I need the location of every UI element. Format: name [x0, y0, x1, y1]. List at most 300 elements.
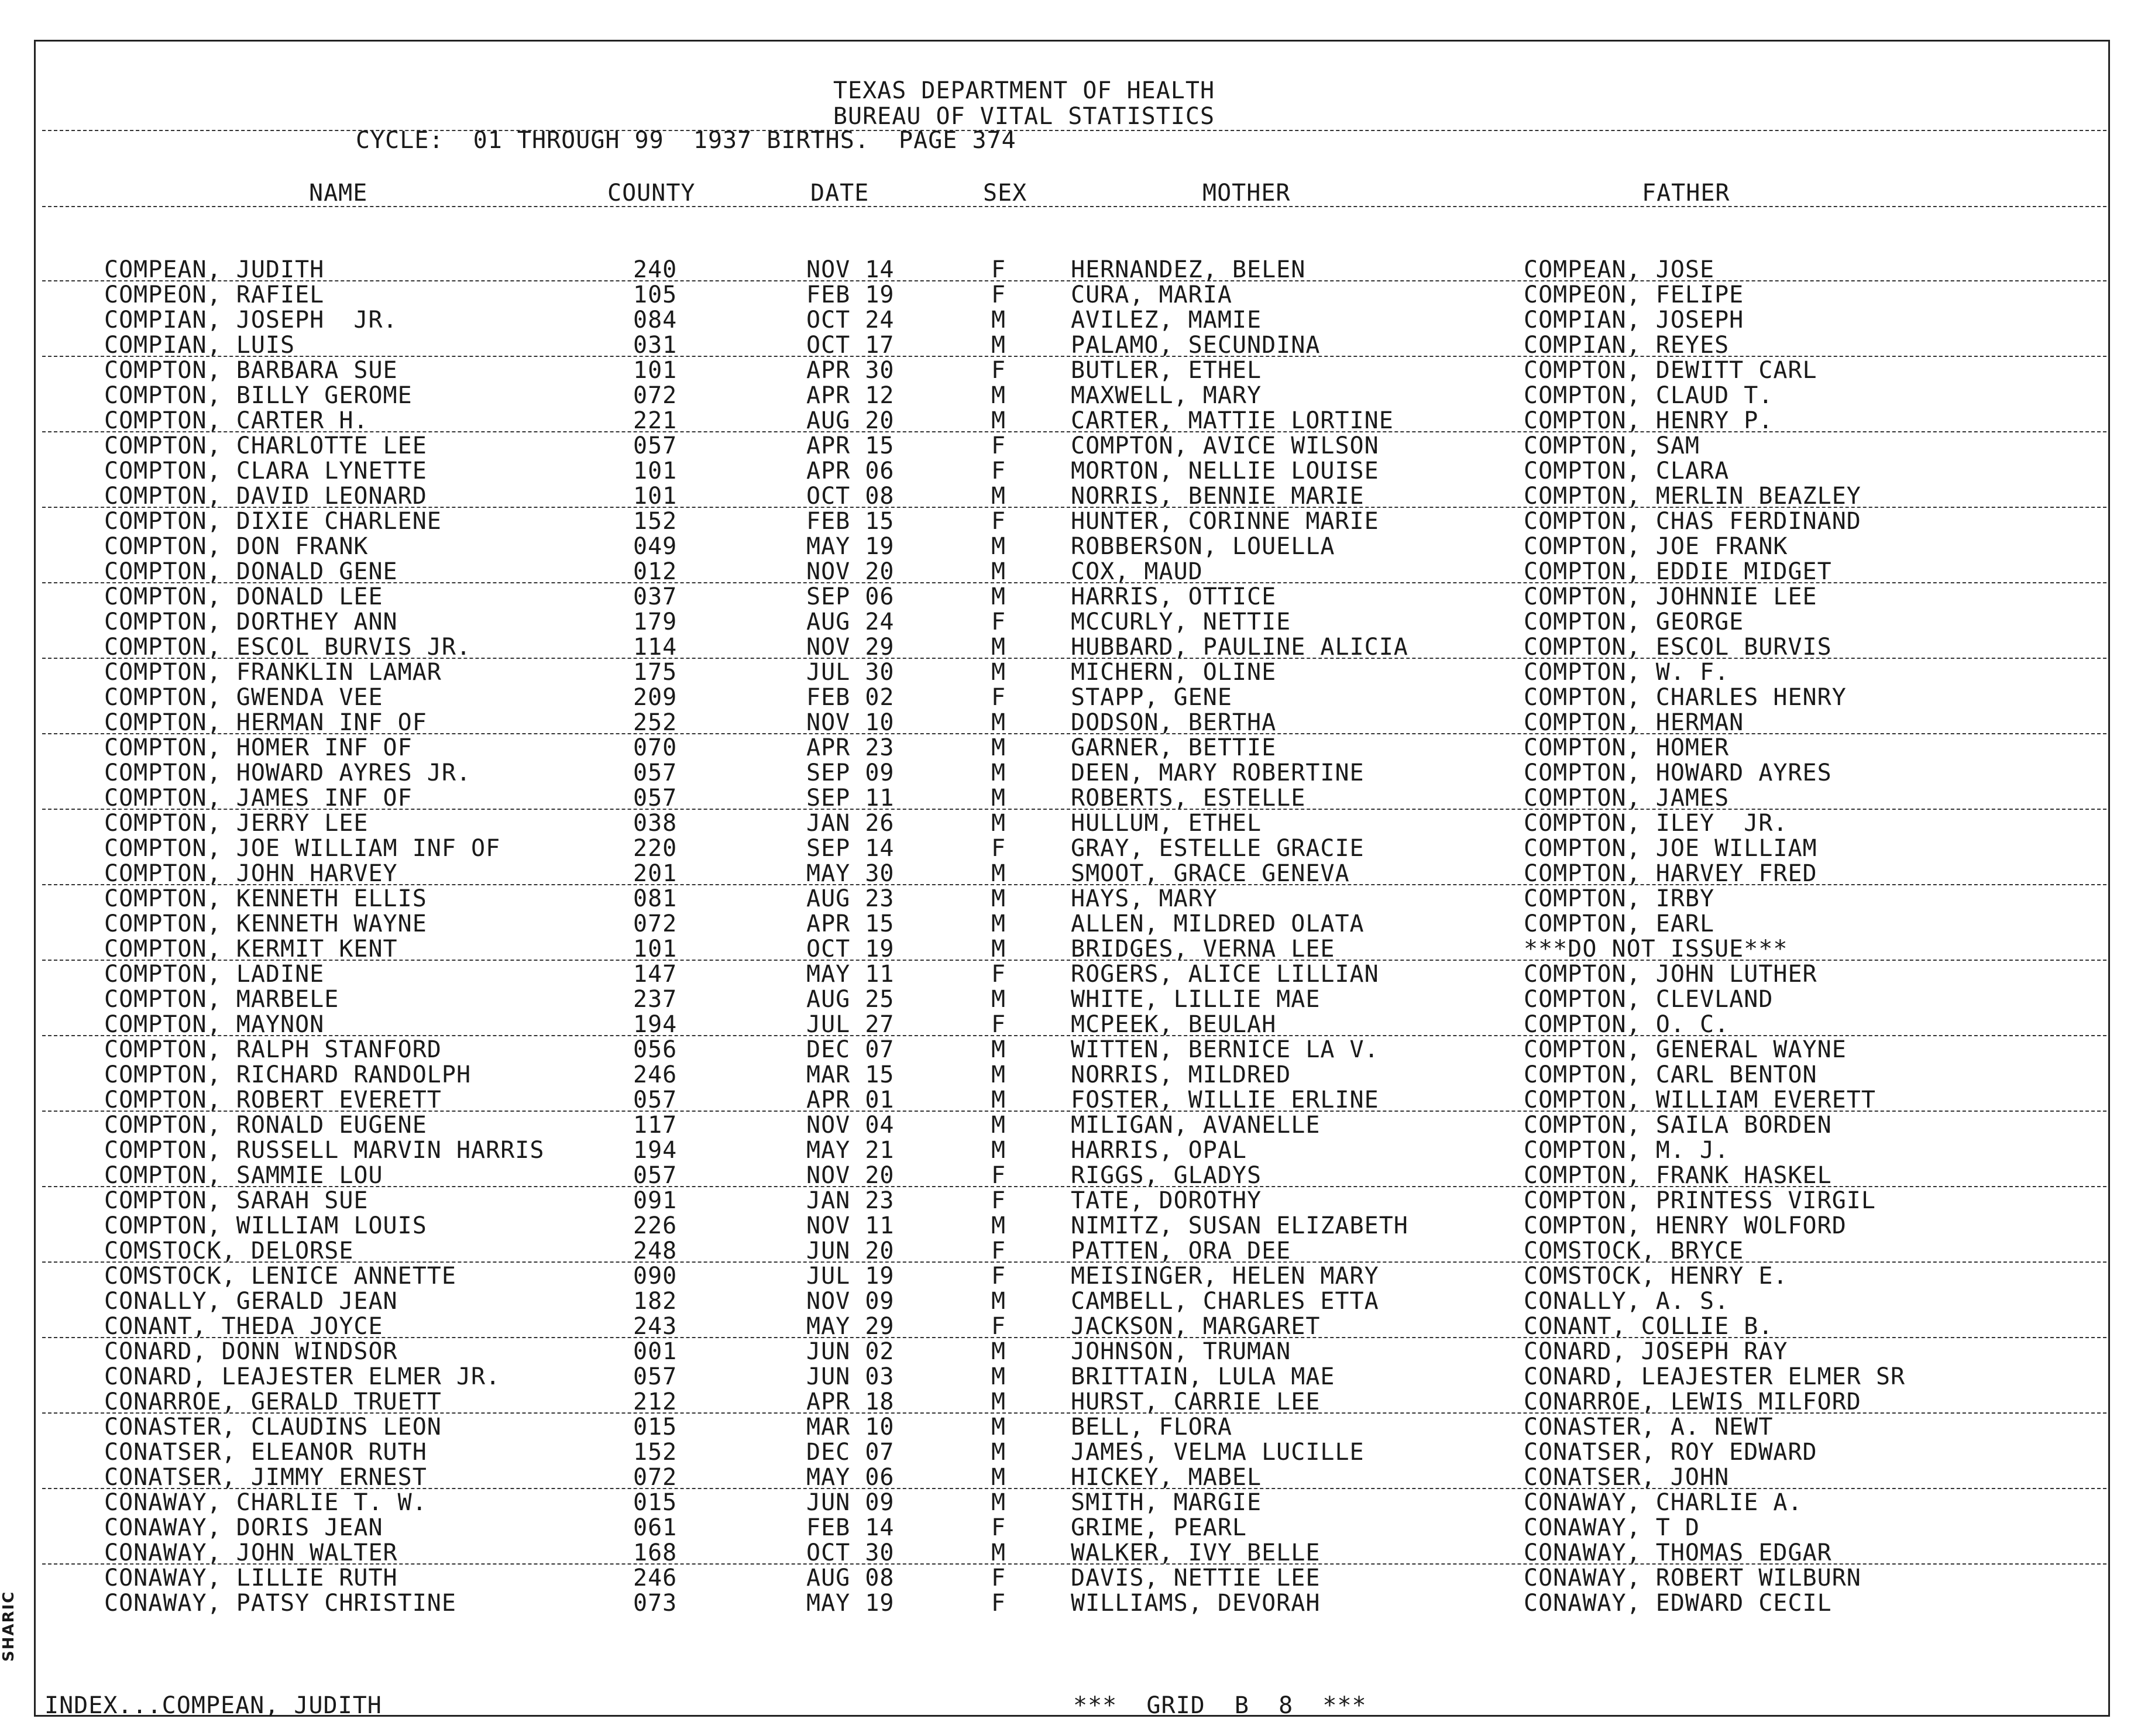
table-row — [0, 962, 2141, 987]
cell-mother: HUBBARD, PAULINE ALICIA — [1071, 634, 1408, 661]
cell-name: COMPEON, RAFIEL — [104, 281, 325, 308]
cell-father: COMPTON, W. F. — [1524, 659, 1730, 686]
table-row — [0, 1239, 2141, 1264]
cell-mother: BELL, FLORA — [1071, 1414, 1232, 1441]
cell-mother: CAMBELL, CHARLES ETTA — [1071, 1288, 1379, 1315]
cell-date: OCT 24 — [806, 307, 895, 334]
cell-name: COMPTON, JERRY LEE — [104, 810, 369, 837]
cell-name: COMPTON, BARBARA SUE — [104, 357, 398, 384]
table-row — [0, 1440, 2141, 1465]
cell-mother: HURST, CARRIE LEE — [1071, 1388, 1321, 1415]
cell-county: 252 — [633, 709, 678, 736]
cell-name: COMPTON, LADINE — [104, 961, 325, 988]
cell-name: COMPTON, RICHARD RANDOLPH — [104, 1061, 472, 1088]
cell-sex: M — [991, 1288, 1006, 1315]
cell-name: CONALLY, GERALD JEAN — [104, 1288, 398, 1315]
cell-county: 147 — [633, 961, 678, 988]
cell-name: COMPTON, ROBERT EVERETT — [104, 1087, 442, 1113]
cell-date: JUL 19 — [806, 1263, 895, 1290]
cell-father: COMPEON, FELIPE — [1524, 281, 1744, 308]
cell-sex: M — [991, 483, 1006, 510]
cell-name: COMSTOCK, DELORSE — [104, 1237, 354, 1264]
cell-sex: M — [991, 1338, 1006, 1365]
cell-sex: F — [991, 1011, 1006, 1038]
cell-name: COMPEAN, JUDITH — [104, 256, 325, 283]
cell-date: APR 18 — [806, 1388, 895, 1415]
cell-sex: M — [991, 1439, 1006, 1466]
cell-name: COMPTON, KENNETH WAYNE — [104, 910, 427, 937]
cell-mother: HICKEY, MABEL — [1071, 1464, 1262, 1491]
table-row — [0, 408, 2141, 434]
cell-mother: NIMITZ, SUSAN ELIZABETH — [1071, 1212, 1408, 1239]
cell-date: SEP 11 — [806, 785, 895, 812]
table-row — [0, 1591, 2141, 1616]
cell-mother: DODSON, BERTHA — [1071, 709, 1277, 736]
cell-date: SEP 09 — [806, 759, 895, 786]
cell-mother: JOHNSON, TRUMAN — [1071, 1338, 1291, 1365]
cell-county: 194 — [633, 1137, 678, 1164]
cell-county: 101 — [633, 936, 678, 962]
cell-father: COMPTON, EARL — [1524, 910, 1715, 937]
cell-name: COMPTON, DON FRANK — [104, 533, 369, 560]
cell-sex: M — [991, 1464, 1006, 1491]
cell-father: COMPTON, CLARA — [1524, 458, 1730, 484]
cell-county: 057 — [633, 1363, 678, 1390]
table-row — [0, 735, 2141, 761]
cell-father: COMPTON, CLEVLAND — [1524, 986, 1774, 1013]
cell-date: JUN 20 — [806, 1237, 895, 1264]
cell-mother: ROBBERSON, LOUELLA — [1071, 533, 1335, 560]
cell-mother: HULLUM, ETHEL — [1071, 810, 1262, 837]
cell-mother: WILLIAMS, DEVORAH — [1071, 1590, 1321, 1617]
cell-date: NOV 04 — [806, 1112, 895, 1139]
cell-sex: M — [991, 986, 1006, 1013]
cell-name: COMPTON, KENNETH ELLIS — [104, 885, 427, 912]
cell-father: COMPTON, CARL BENTON — [1524, 1061, 1817, 1088]
cell-name: COMPTON, DONALD LEE — [104, 583, 383, 610]
cell-sex: M — [991, 1061, 1006, 1088]
footer-index: INDEX...COMPEAN, JUDITH — [44, 1692, 382, 1719]
cell-date: OCT 19 — [806, 936, 895, 962]
cell-father: CONATSER, ROY EDWARD — [1524, 1439, 1817, 1466]
cell-date: DEC 07 — [806, 1036, 895, 1063]
table-row — [0, 1364, 2141, 1390]
cell-father: COMPTON, ESCOL BURVIS — [1524, 634, 1832, 661]
cell-sex: M — [991, 634, 1006, 661]
cell-date: APR 06 — [806, 458, 895, 484]
cell-name: COMPTON, CARTER H. — [104, 407, 369, 434]
cell-sex: M — [991, 382, 1006, 409]
cell-name: COMPTON, HOMER INF OF — [104, 734, 413, 761]
cell-mother: COMPTON, AVICE WILSON — [1071, 432, 1379, 459]
cell-name: COMPTON, SAMMIE LOU — [104, 1162, 383, 1189]
cell-county: 246 — [633, 1565, 678, 1591]
cell-sex: M — [991, 785, 1006, 812]
cell-name: COMPTON, RALPH STANFORD — [104, 1036, 442, 1063]
column-header-sex: SEX — [983, 180, 1027, 207]
cell-date: MAR 15 — [806, 1061, 895, 1088]
table-row — [0, 1264, 2141, 1289]
cell-county: 117 — [633, 1112, 678, 1139]
cell-county: 038 — [633, 810, 678, 837]
cell-mother: HUNTER, CORINNE MARIE — [1071, 508, 1379, 535]
cell-name: CONAWAY, DORIS JEAN — [104, 1514, 383, 1541]
cell-name: COMPIAN, JOSEPH JR. — [104, 307, 398, 334]
table-row — [0, 1214, 2141, 1239]
cell-county: 194 — [633, 1011, 678, 1038]
cell-sex: M — [991, 1137, 1006, 1164]
cell-county: 057 — [633, 785, 678, 812]
cell-father: COMPTON, DEWITT CARL — [1524, 357, 1817, 384]
cell-date: NOV 20 — [806, 1162, 895, 1189]
table-row — [0, 509, 2141, 534]
column-header-mother: MOTHER — [1202, 180, 1291, 207]
cell-father: COMPTON, O. C. — [1524, 1011, 1730, 1038]
table-row — [0, 761, 2141, 786]
table-row — [0, 308, 2141, 333]
cell-county: 073 — [633, 1590, 678, 1617]
cell-name: CONAWAY, JOHN WALTER — [104, 1539, 398, 1566]
cell-name: COMPTON, HOWARD AYRES JR. — [104, 759, 472, 786]
cell-date: SEP 06 — [806, 583, 895, 610]
cell-date: JUL 30 — [806, 659, 895, 686]
cell-county: 057 — [633, 432, 678, 459]
table-row — [0, 283, 2141, 308]
cell-name: COMPTON, MARBELE — [104, 986, 339, 1013]
cell-date: JUN 03 — [806, 1363, 895, 1390]
cell-date: FEB 19 — [806, 281, 895, 308]
column-header-divider — [42, 206, 2106, 207]
cell-father: CONATSER, JOHN — [1524, 1464, 1730, 1491]
cell-father: CONARD, JOSEPH RAY — [1524, 1338, 1788, 1365]
cell-name: COMPTON, MAYNON — [104, 1011, 325, 1038]
cell-father: CONANT, COLLIE B. — [1524, 1313, 1774, 1340]
cell-sex: M — [991, 910, 1006, 937]
cell-mother: COX, MAUD — [1071, 558, 1203, 585]
cell-date: FEB 02 — [806, 684, 895, 711]
cell-name: COMPTON, DORTHEY ANN — [104, 609, 398, 635]
cell-county: 152 — [633, 508, 678, 535]
table-row — [0, 333, 2141, 358]
cell-mother: JACKSON, MARGARET — [1071, 1313, 1321, 1340]
cell-father: COMPTON, IRBY — [1524, 885, 1715, 912]
table-row — [0, 1390, 2141, 1415]
cell-county: 101 — [633, 357, 678, 384]
cell-father: COMPTON, GEORGE — [1524, 609, 1744, 635]
cell-sex: M — [991, 307, 1006, 334]
table-row — [0, 811, 2141, 836]
cell-mother: CARTER, MATTIE LORTINE — [1071, 407, 1394, 434]
cell-date: NOV 14 — [806, 256, 895, 283]
cell-father: COMPTON, JOHNNIE LEE — [1524, 583, 1817, 610]
column-header-date: DATE — [810, 180, 870, 207]
cell-county: 015 — [633, 1489, 678, 1516]
cell-name: CONATSER, ELEANOR RUTH — [104, 1439, 427, 1466]
cell-county: 175 — [633, 659, 678, 686]
cell-mother: DAVIS, NETTIE LEE — [1071, 1565, 1321, 1591]
cell-father: COMPTON, HARVEY FRED — [1524, 860, 1817, 887]
cell-county: 049 — [633, 533, 678, 560]
cell-sex: M — [991, 1388, 1006, 1415]
cell-mother: JAMES, VELMA LUCILLE — [1071, 1439, 1365, 1466]
cell-father: COMPTON, HERMAN — [1524, 709, 1744, 736]
cell-county: 061 — [633, 1514, 678, 1541]
table-row — [0, 1163, 2141, 1188]
cell-mother: MORTON, NELLIE LOUISE — [1071, 458, 1379, 484]
table-row — [0, 534, 2141, 559]
table-row — [0, 1012, 2141, 1037]
cell-father: CONAWAY, THOMAS EDGAR — [1524, 1539, 1832, 1566]
cell-sex: M — [991, 1112, 1006, 1139]
cell-sex: M — [991, 1363, 1006, 1390]
cell-sex: F — [991, 1263, 1006, 1290]
table-row — [0, 987, 2141, 1012]
cell-county: 081 — [633, 885, 678, 912]
cell-date: APR 12 — [806, 382, 895, 409]
cell-father: COMPIAN, JOSEPH — [1524, 307, 1744, 334]
cell-father: COMPTON, HENRY P. — [1524, 407, 1774, 434]
table-row — [0, 484, 2141, 509]
cell-date: NOV 29 — [806, 634, 895, 661]
cell-date: OCT 17 — [806, 332, 895, 359]
cell-date: NOV 20 — [806, 558, 895, 585]
table-row — [0, 434, 2141, 459]
cell-sex: M — [991, 810, 1006, 837]
column-header-name: NAME — [309, 180, 368, 207]
table-row — [0, 358, 2141, 383]
cell-county: 091 — [633, 1187, 678, 1214]
table-row — [0, 886, 2141, 912]
cell-sex: F — [991, 961, 1006, 988]
cell-date: FEB 15 — [806, 508, 895, 535]
cell-date: APR 15 — [806, 432, 895, 459]
cell-mother: BRITTAIN, LULA MAE — [1071, 1363, 1335, 1390]
cell-sex: F — [991, 1313, 1006, 1340]
cell-sex: M — [991, 332, 1006, 359]
table-row — [0, 836, 2141, 861]
cell-name: COMPTON, CLARA LYNETTE — [104, 458, 427, 484]
cell-sex: F — [991, 1565, 1006, 1591]
cell-sex: F — [991, 835, 1006, 862]
cell-date: JUN 09 — [806, 1489, 895, 1516]
cell-county: 248 — [633, 1237, 678, 1264]
agency-title: TEXAS DEPARTMENT OF HEALTH — [833, 77, 1215, 104]
table-row — [0, 559, 2141, 585]
cell-mother: WALKER, IVY BELLE — [1071, 1539, 1321, 1566]
cell-name: COMPTON, RONALD EUGENE — [104, 1112, 427, 1139]
cell-father: COMPTON, GENERAL WAYNE — [1524, 1036, 1847, 1063]
cell-sex: F — [991, 432, 1006, 459]
cell-date: APR 15 — [806, 910, 895, 937]
cell-county: 168 — [633, 1539, 678, 1566]
cell-date: OCT 08 — [806, 483, 895, 510]
cell-sex: F — [991, 256, 1006, 283]
cell-sex: F — [991, 458, 1006, 484]
cell-sex: F — [991, 609, 1006, 635]
cell-county: 152 — [633, 1439, 678, 1466]
cell-date: FEB 14 — [806, 1514, 895, 1541]
header-divider — [42, 130, 2106, 131]
cell-mother: GRAY, ESTELLE GRACIE — [1071, 835, 1365, 862]
cell-father: CONARD, LEAJESTER ELMER SR — [1524, 1363, 1906, 1390]
cell-name: COMPTON, HERMAN INF OF — [104, 709, 427, 736]
cell-name: CONANT, THEDA JOYCE — [104, 1313, 383, 1340]
cell-county: 057 — [633, 1162, 678, 1189]
cell-father: COMSTOCK, HENRY E. — [1524, 1263, 1788, 1290]
cell-sex: M — [991, 734, 1006, 761]
cell-father: CONASTER, A. NEWT — [1524, 1414, 1774, 1441]
cell-mother: GRIME, PEARL — [1071, 1514, 1247, 1541]
cell-mother: MAXWELL, MARY — [1071, 382, 1262, 409]
table-row — [0, 1415, 2141, 1440]
cell-sex: M — [991, 407, 1006, 434]
cell-sex: M — [991, 533, 1006, 560]
column-header-county: COUNTY — [607, 180, 696, 207]
cell-date: APR 30 — [806, 357, 895, 384]
table-row — [0, 610, 2141, 635]
cell-name: COMPTON, WILLIAM LOUIS — [104, 1212, 427, 1239]
cell-county: 072 — [633, 910, 678, 937]
cell-mother: RIGGS, GLADYS — [1071, 1162, 1262, 1189]
table-row — [0, 1037, 2141, 1063]
cell-sex: F — [991, 1187, 1006, 1214]
cell-county: 090 — [633, 1263, 678, 1290]
table-row — [0, 1113, 2141, 1138]
cell-sex: M — [991, 1212, 1006, 1239]
cell-father: CONAWAY, EDWARD CECIL — [1524, 1590, 1832, 1617]
cell-mother: NORRIS, BENNIE MARIE — [1071, 483, 1365, 510]
cell-county: 201 — [633, 860, 678, 887]
cell-date: MAY 21 — [806, 1137, 895, 1164]
cell-sex: M — [991, 759, 1006, 786]
cell-county: 056 — [633, 1036, 678, 1063]
cell-date: MAY 19 — [806, 533, 895, 560]
cell-date: OCT 30 — [806, 1539, 895, 1566]
cell-county: 015 — [633, 1414, 678, 1441]
table-row — [0, 1515, 2141, 1541]
cell-sex: F — [991, 1590, 1006, 1617]
cell-sex: F — [991, 357, 1006, 384]
cell-mother: HARRIS, OTTICE — [1071, 583, 1277, 610]
cycle-line: CYCLE: 01 THROUGH 99 1937 BIRTHS. PAGE 374 — [356, 127, 1016, 154]
cell-mother: NORRIS, MILDRED — [1071, 1061, 1291, 1088]
cell-name: COMPTON, KERMIT KENT — [104, 936, 398, 962]
cell-county: 072 — [633, 1464, 678, 1491]
cell-date: APR 01 — [806, 1087, 895, 1113]
cell-county: 182 — [633, 1288, 678, 1315]
cell-name: COMPTON, JOHN HARVEY — [104, 860, 398, 887]
cell-name: CONAWAY, LILLIE RUTH — [104, 1565, 398, 1591]
cell-sex: M — [991, 1087, 1006, 1113]
cell-name: CONARD, DONN WINDSOR — [104, 1338, 398, 1365]
cell-date: NOV 11 — [806, 1212, 895, 1239]
cell-sex: F — [991, 684, 1006, 711]
table-row — [0, 1465, 2141, 1490]
table-row — [0, 1541, 2141, 1566]
cell-mother: HAYS, MARY — [1071, 885, 1218, 912]
cell-date: AUG 24 — [806, 609, 895, 635]
cell-mother: MICHERN, OLINE — [1071, 659, 1277, 686]
cell-county: 012 — [633, 558, 678, 585]
cell-name: COMPTON, JOE WILLIAM INF OF — [104, 835, 501, 862]
table-row — [0, 1138, 2141, 1163]
cell-father: COMPTON, FRANK HASKEL — [1524, 1162, 1832, 1189]
cell-county: 243 — [633, 1313, 678, 1340]
cell-mother: PALAMO, SECUNDINA — [1071, 332, 1321, 359]
cell-father: COMPTON, JOHN LUTHER — [1524, 961, 1817, 988]
cell-father: COMPTON, CLAUD T. — [1524, 382, 1774, 409]
cell-mother: BUTLER, ETHEL — [1071, 357, 1262, 384]
cell-mother: BRIDGES, VERNA LEE — [1071, 936, 1335, 962]
cell-father: ***DO NOT ISSUE*** — [1524, 936, 1788, 962]
cell-county: 209 — [633, 684, 678, 711]
cell-father: COMPTON, MERLIN BEAZLEY — [1524, 483, 1861, 510]
cell-mother: SMITH, MARGIE — [1071, 1489, 1262, 1516]
cell-father: COMPTON, SAILA BORDEN — [1524, 1112, 1832, 1139]
cell-date: JAN 23 — [806, 1187, 895, 1214]
cell-date: AUG 23 — [806, 885, 895, 912]
cell-date: MAY 19 — [806, 1590, 895, 1617]
cell-name: COMPTON, DONALD GENE — [104, 558, 398, 585]
cell-name: COMPIAN, LUIS — [104, 332, 295, 359]
cell-date: AUG 20 — [806, 407, 895, 434]
cell-county: 037 — [633, 583, 678, 610]
cell-date: MAR 10 — [806, 1414, 895, 1441]
cell-date: AUG 25 — [806, 986, 895, 1013]
cell-name: COMSTOCK, LENICE ANNETTE — [104, 1263, 456, 1290]
cell-father: CONAWAY, T D — [1524, 1514, 1700, 1541]
cell-mother: ROGERS, ALICE LILLIAN — [1071, 961, 1379, 988]
cell-father: COMPTON, PRINTESS VIRGIL — [1524, 1187, 1876, 1214]
cell-county: 221 — [633, 407, 678, 434]
cell-county: 001 — [633, 1338, 678, 1365]
cell-sex: M — [991, 1036, 1006, 1063]
cell-county: 114 — [633, 634, 678, 661]
cell-mother: ALLEN, MILDRED OLATA — [1071, 910, 1365, 937]
cell-father: COMPTON, JOE FRANK — [1524, 533, 1788, 560]
cell-father: COMPTON, ILEY JR. — [1524, 810, 1788, 837]
cell-sex: M — [991, 558, 1006, 585]
cell-county: 237 — [633, 986, 678, 1013]
cell-sex: F — [991, 1514, 1006, 1541]
cell-sex: M — [991, 885, 1006, 912]
cell-sex: F — [991, 1162, 1006, 1189]
cell-father: CONALLY, A. S. — [1524, 1288, 1730, 1315]
cell-mother: STAPP, GENE — [1071, 684, 1232, 711]
cell-date: MAY 06 — [806, 1464, 895, 1491]
cell-county: 212 — [633, 1388, 678, 1415]
footer-grid: *** GRID B 8 *** — [1073, 1692, 1367, 1719]
cell-father: CONAWAY, ROBERT WILBURN — [1524, 1565, 1861, 1591]
cell-father: COMPIAN, REYES — [1524, 332, 1730, 359]
cell-mother: AVILEZ, MAMIE — [1071, 307, 1262, 334]
cell-father: COMPTON, HOWARD AYRES — [1524, 759, 1832, 786]
table-row — [0, 1314, 2141, 1339]
table-row — [0, 1188, 2141, 1214]
cell-mother: SMOOT, GRACE GENEVA — [1071, 860, 1350, 887]
cell-name: COMPTON, SARAH SUE — [104, 1187, 369, 1214]
table-row — [0, 660, 2141, 685]
cell-mother: TATE, DOROTHY — [1071, 1187, 1262, 1214]
cell-name: COMPTON, DAVID LEONARD — [104, 483, 427, 510]
table-row — [0, 1566, 2141, 1591]
cell-father: COMPTON, JOE WILLIAM — [1524, 835, 1817, 862]
cell-date: APR 23 — [806, 734, 895, 761]
cell-county: 226 — [633, 1212, 678, 1239]
table-row — [0, 1289, 2141, 1314]
cell-date: NOV 09 — [806, 1288, 895, 1315]
cell-sex: M — [991, 860, 1006, 887]
